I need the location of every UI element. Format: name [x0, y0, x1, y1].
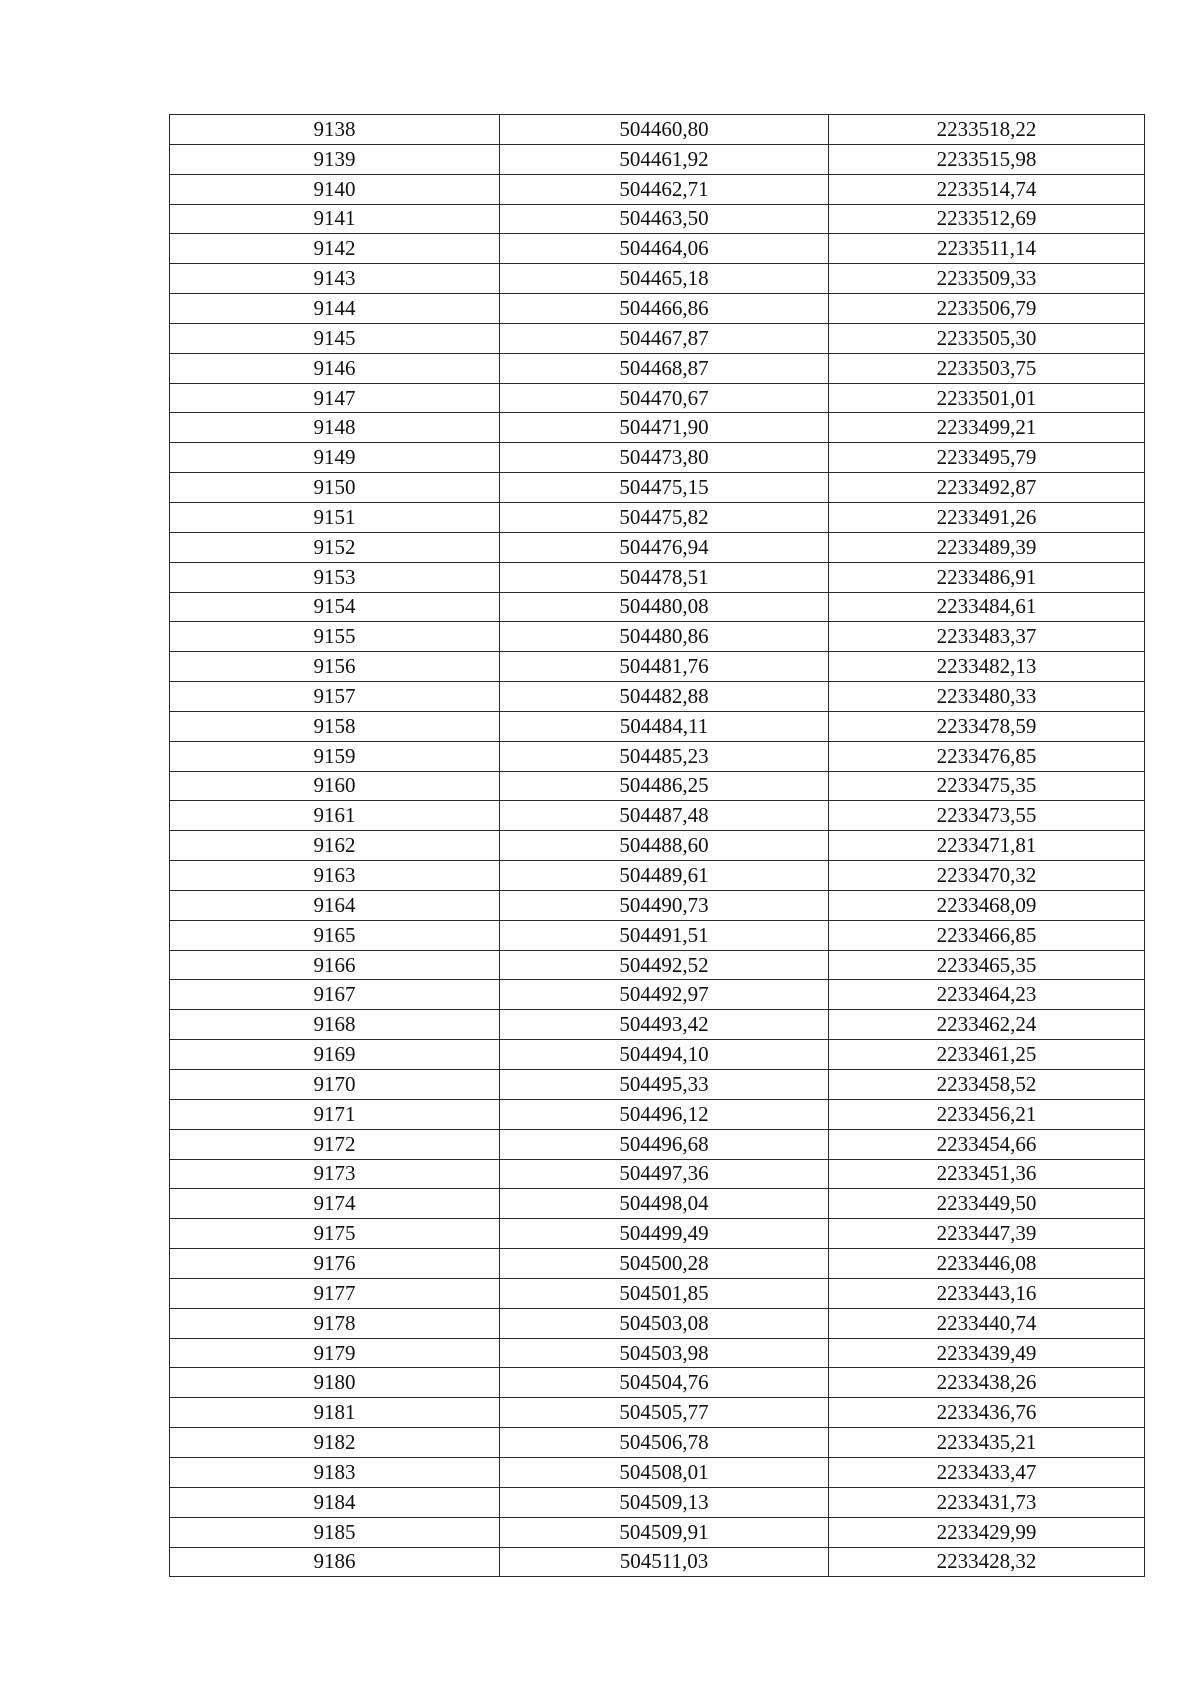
- point-number-cell: 9164: [170, 890, 500, 920]
- y-coordinate-cell: 2233447,39: [829, 1219, 1145, 1249]
- table-row: [170, 1278, 1145, 1308]
- table-row: [170, 562, 1145, 592]
- x-coordinate-cell: 504463,50: [500, 204, 829, 234]
- y-coordinate-cell: 2233436,76: [829, 1398, 1145, 1428]
- table-row: [170, 1040, 1145, 1070]
- point-number-cell: 9162: [170, 831, 500, 861]
- coordinates-table-body: [170, 115, 1145, 1577]
- x-coordinate-cell: 504460,80: [500, 115, 829, 145]
- table-row: [170, 622, 1145, 652]
- x-coordinate-cell: 504503,08: [500, 1308, 829, 1338]
- x-coordinate-cell: 504494,10: [500, 1040, 829, 1070]
- table-row: [170, 234, 1145, 264]
- y-coordinate-cell: 2233476,85: [829, 741, 1145, 771]
- point-number-cell: 9176: [170, 1249, 500, 1279]
- table-row: [170, 652, 1145, 682]
- point-number-cell: 9183: [170, 1457, 500, 1487]
- y-coordinate-cell: 2233462,24: [829, 1010, 1145, 1040]
- y-coordinate-cell: 2233466,85: [829, 920, 1145, 950]
- table-row: [170, 144, 1145, 174]
- point-number-cell: 9185: [170, 1517, 500, 1547]
- x-coordinate-cell: 504461,92: [500, 144, 829, 174]
- x-coordinate-cell: 504470,67: [500, 383, 829, 413]
- point-number-cell: 9182: [170, 1428, 500, 1458]
- table-row: [170, 383, 1145, 413]
- y-coordinate-cell: 2233473,55: [829, 801, 1145, 831]
- x-coordinate-cell: 504511,03: [500, 1547, 829, 1577]
- table-row: [170, 1428, 1145, 1458]
- x-coordinate-cell: 504475,15: [500, 473, 829, 503]
- table-row: [170, 413, 1145, 443]
- table-row: [170, 174, 1145, 204]
- table-row: [170, 1457, 1145, 1487]
- y-coordinate-cell: 2233503,75: [829, 353, 1145, 383]
- point-number-cell: 9172: [170, 1129, 500, 1159]
- table-row: [170, 1159, 1145, 1189]
- y-coordinate-cell: 2233515,98: [829, 144, 1145, 174]
- table-row: [170, 801, 1145, 831]
- x-coordinate-cell: 504489,61: [500, 861, 829, 891]
- y-coordinate-cell: 2233518,22: [829, 115, 1145, 145]
- point-number-cell: 9158: [170, 711, 500, 741]
- table-row: [170, 204, 1145, 234]
- table-row: [170, 1547, 1145, 1577]
- x-coordinate-cell: 504505,77: [500, 1398, 829, 1428]
- y-coordinate-cell: 2233428,32: [829, 1547, 1145, 1577]
- point-number-cell: 9140: [170, 174, 500, 204]
- table-row: [170, 532, 1145, 562]
- point-number-cell: 9178: [170, 1308, 500, 1338]
- table-row: [170, 1517, 1145, 1547]
- y-coordinate-cell: 2233451,36: [829, 1159, 1145, 1189]
- y-coordinate-cell: 2233495,79: [829, 443, 1145, 473]
- point-number-cell: 9170: [170, 1070, 500, 1100]
- table-row: [170, 1249, 1145, 1279]
- x-coordinate-cell: 504465,18: [500, 264, 829, 294]
- point-number-cell: 9154: [170, 592, 500, 622]
- x-coordinate-cell: 504504,76: [500, 1368, 829, 1398]
- x-coordinate-cell: 504480,86: [500, 622, 829, 652]
- x-coordinate-cell: 504509,13: [500, 1487, 829, 1517]
- point-number-cell: 9171: [170, 1099, 500, 1129]
- y-coordinate-cell: 2233506,79: [829, 294, 1145, 324]
- x-coordinate-cell: 504487,48: [500, 801, 829, 831]
- table-row: [170, 473, 1145, 503]
- y-coordinate-cell: 2233458,52: [829, 1070, 1145, 1100]
- x-coordinate-cell: 504492,52: [500, 950, 829, 980]
- x-coordinate-cell: 504480,08: [500, 592, 829, 622]
- x-coordinate-cell: 504466,86: [500, 294, 829, 324]
- point-number-cell: 9184: [170, 1487, 500, 1517]
- table-row: [170, 980, 1145, 1010]
- point-number-cell: 9145: [170, 323, 500, 353]
- x-coordinate-cell: 504471,90: [500, 413, 829, 443]
- point-number-cell: 9151: [170, 502, 500, 532]
- table-row: [170, 264, 1145, 294]
- x-coordinate-cell: 504508,01: [500, 1457, 829, 1487]
- table-row: [170, 682, 1145, 712]
- y-coordinate-cell: 2233505,30: [829, 323, 1145, 353]
- point-number-cell: 9146: [170, 353, 500, 383]
- y-coordinate-cell: 2233429,99: [829, 1517, 1145, 1547]
- x-coordinate-cell: 504493,42: [500, 1010, 829, 1040]
- point-number-cell: 9143: [170, 264, 500, 294]
- x-coordinate-cell: 504481,76: [500, 652, 829, 682]
- point-number-cell: 9179: [170, 1338, 500, 1368]
- y-coordinate-cell: 2233501,01: [829, 383, 1145, 413]
- x-coordinate-cell: 504464,06: [500, 234, 829, 264]
- x-coordinate-cell: 504492,97: [500, 980, 829, 1010]
- table-row: [170, 115, 1145, 145]
- x-coordinate-cell: 504491,51: [500, 920, 829, 950]
- table-row: [170, 1308, 1145, 1338]
- y-coordinate-cell: 2233461,25: [829, 1040, 1145, 1070]
- x-coordinate-cell: 504499,49: [500, 1219, 829, 1249]
- table-row: [170, 771, 1145, 801]
- x-coordinate-cell: 504500,28: [500, 1249, 829, 1279]
- x-coordinate-cell: 504503,98: [500, 1338, 829, 1368]
- x-coordinate-cell: 504486,25: [500, 771, 829, 801]
- table-row: [170, 1368, 1145, 1398]
- x-coordinate-cell: 504482,88: [500, 682, 829, 712]
- y-coordinate-cell: 2233484,61: [829, 592, 1145, 622]
- table-row: [170, 950, 1145, 980]
- y-coordinate-cell: 2233489,39: [829, 532, 1145, 562]
- coordinates-table: [169, 114, 1145, 1577]
- point-number-cell: 9150: [170, 473, 500, 503]
- table-row: [170, 1010, 1145, 1040]
- y-coordinate-cell: 2233471,81: [829, 831, 1145, 861]
- x-coordinate-cell: 504501,85: [500, 1278, 829, 1308]
- y-coordinate-cell: 2233478,59: [829, 711, 1145, 741]
- point-number-cell: 9139: [170, 144, 500, 174]
- table-row: [170, 1398, 1145, 1428]
- x-coordinate-cell: 504485,23: [500, 741, 829, 771]
- point-number-cell: 9165: [170, 920, 500, 950]
- table-row: [170, 920, 1145, 950]
- x-coordinate-cell: 504473,80: [500, 443, 829, 473]
- y-coordinate-cell: 2233509,33: [829, 264, 1145, 294]
- y-coordinate-cell: 2233454,66: [829, 1129, 1145, 1159]
- table-row: [170, 1099, 1145, 1129]
- table-row: [170, 890, 1145, 920]
- y-coordinate-cell: 2233439,49: [829, 1338, 1145, 1368]
- table-row: [170, 1189, 1145, 1219]
- y-coordinate-cell: 2233440,74: [829, 1308, 1145, 1338]
- y-coordinate-cell: 2233514,74: [829, 174, 1145, 204]
- y-coordinate-cell: 2233486,91: [829, 562, 1145, 592]
- point-number-cell: 9177: [170, 1278, 500, 1308]
- y-coordinate-cell: 2233491,26: [829, 502, 1145, 532]
- x-coordinate-cell: 504498,04: [500, 1189, 829, 1219]
- point-number-cell: 9175: [170, 1219, 500, 1249]
- point-number-cell: 9167: [170, 980, 500, 1010]
- y-coordinate-cell: 2233492,87: [829, 473, 1145, 503]
- table-row: [170, 1338, 1145, 1368]
- point-number-cell: 9138: [170, 115, 500, 145]
- y-coordinate-cell: 2233480,33: [829, 682, 1145, 712]
- x-coordinate-cell: 504506,78: [500, 1428, 829, 1458]
- y-coordinate-cell: 2233435,21: [829, 1428, 1145, 1458]
- y-coordinate-cell: 2233446,08: [829, 1249, 1145, 1279]
- point-number-cell: 9157: [170, 682, 500, 712]
- point-number-cell: 9174: [170, 1189, 500, 1219]
- x-coordinate-cell: 504484,11: [500, 711, 829, 741]
- y-coordinate-cell: 2233482,13: [829, 652, 1145, 682]
- y-coordinate-cell: 2233443,16: [829, 1278, 1145, 1308]
- table-row: [170, 323, 1145, 353]
- point-number-cell: 9149: [170, 443, 500, 473]
- table-row: [170, 1129, 1145, 1159]
- point-number-cell: 9173: [170, 1159, 500, 1189]
- point-number-cell: 9168: [170, 1010, 500, 1040]
- y-coordinate-cell: 2233512,69: [829, 204, 1145, 234]
- table-row: [170, 711, 1145, 741]
- point-number-cell: 9160: [170, 771, 500, 801]
- y-coordinate-cell: 2233483,37: [829, 622, 1145, 652]
- table-row: [170, 831, 1145, 861]
- table-row: [170, 1487, 1145, 1517]
- x-coordinate-cell: 504478,51: [500, 562, 829, 592]
- y-coordinate-cell: 2233438,26: [829, 1368, 1145, 1398]
- table-row: [170, 1219, 1145, 1249]
- x-coordinate-cell: 504476,94: [500, 532, 829, 562]
- point-number-cell: 9186: [170, 1547, 500, 1577]
- x-coordinate-cell: 504490,73: [500, 890, 829, 920]
- x-coordinate-cell: 504475,82: [500, 502, 829, 532]
- point-number-cell: 9152: [170, 532, 500, 562]
- y-coordinate-cell: 2233470,32: [829, 861, 1145, 891]
- table-row: [170, 353, 1145, 383]
- table-row: [170, 592, 1145, 622]
- point-number-cell: 9169: [170, 1040, 500, 1070]
- table-row: [170, 294, 1145, 324]
- point-number-cell: 9163: [170, 861, 500, 891]
- point-number-cell: 9142: [170, 234, 500, 264]
- point-number-cell: 9155: [170, 622, 500, 652]
- table-row: [170, 502, 1145, 532]
- point-number-cell: 9144: [170, 294, 500, 324]
- point-number-cell: 9147: [170, 383, 500, 413]
- point-number-cell: 9148: [170, 413, 500, 443]
- y-coordinate-cell: 2233449,50: [829, 1189, 1145, 1219]
- x-coordinate-cell: 504468,87: [500, 353, 829, 383]
- point-number-cell: 9141: [170, 204, 500, 234]
- table-row: [170, 741, 1145, 771]
- x-coordinate-cell: 504495,33: [500, 1070, 829, 1100]
- x-coordinate-cell: 504509,91: [500, 1517, 829, 1547]
- y-coordinate-cell: 2233456,21: [829, 1099, 1145, 1129]
- point-number-cell: 9166: [170, 950, 500, 980]
- y-coordinate-cell: 2233433,47: [829, 1457, 1145, 1487]
- table-row: [170, 443, 1145, 473]
- y-coordinate-cell: 2233464,23: [829, 980, 1145, 1010]
- point-number-cell: 9180: [170, 1368, 500, 1398]
- point-number-cell: 9156: [170, 652, 500, 682]
- y-coordinate-cell: 2233499,21: [829, 413, 1145, 443]
- x-coordinate-cell: 504496,12: [500, 1099, 829, 1129]
- x-coordinate-cell: 504462,71: [500, 174, 829, 204]
- x-coordinate-cell: 504467,87: [500, 323, 829, 353]
- y-coordinate-cell: 2233511,14: [829, 234, 1145, 264]
- x-coordinate-cell: 504496,68: [500, 1129, 829, 1159]
- x-coordinate-cell: 504497,36: [500, 1159, 829, 1189]
- y-coordinate-cell: 2233475,35: [829, 771, 1145, 801]
- point-number-cell: 9181: [170, 1398, 500, 1428]
- y-coordinate-cell: 2233465,35: [829, 950, 1145, 980]
- point-number-cell: 9159: [170, 741, 500, 771]
- point-number-cell: 9153: [170, 562, 500, 592]
- point-number-cell: 9161: [170, 801, 500, 831]
- table-row: [170, 1070, 1145, 1100]
- x-coordinate-cell: 504488,60: [500, 831, 829, 861]
- y-coordinate-cell: 2233431,73: [829, 1487, 1145, 1517]
- y-coordinate-cell: 2233468,09: [829, 890, 1145, 920]
- table-row: [170, 861, 1145, 891]
